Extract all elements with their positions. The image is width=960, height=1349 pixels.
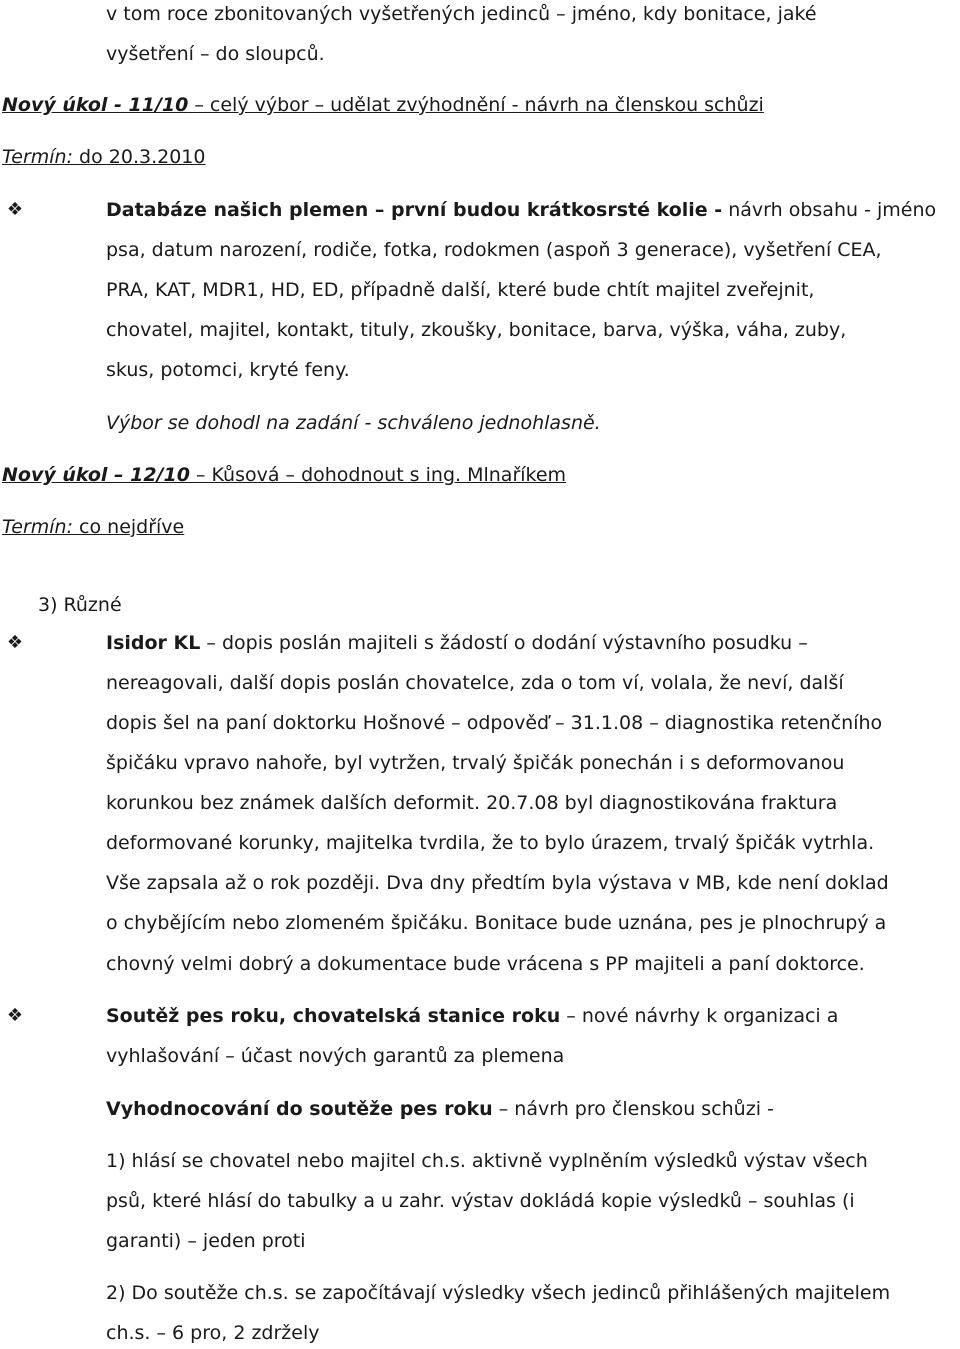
database-line-2: psa, datum narození, rodiče, fotka, rodokmen (aspoň 3 generace), vyšetření CEA, <box>106 239 882 261</box>
point-1-line-1: 1) hlásí se chovatel nebo majitel ch.s. aktivně vyplněním výsledků výstav všech <box>106 1150 868 1172</box>
point-2-line-1: 2) Do soutěže ch.s. se započítávají výsledky všech jedinců přihlášených majitelem <box>106 1282 891 1304</box>
competition-line-1 <box>106 1003 838 1029</box>
database-line-3: PRA, KAT, MDR1, HD, ED, případně další, které bude chtít majitel zveřejnit, <box>106 279 815 301</box>
isidor-line-7: Vše zapsala až o rok později. Dva dny předtím byla výstava v MB, kde není doklad <box>106 872 889 894</box>
database-line-1 <box>106 197 936 223</box>
section-3-heading: 3) Různé <box>38 594 122 616</box>
point-1-line-2: psů, které hlásí do tabulky a u zahr. výstav dokládá kopie výsledků – souhlas (i <box>106 1190 855 1212</box>
task-11-text: – celý výbor – udělat zvýhodnění - návrh na členskou schůzi <box>188 94 764 116</box>
isidor-line-9: chovný velmi dobrý a dokumentace bude vrácena s PP majiteli a paní doktorce. <box>106 953 865 975</box>
point-2-line-2: ch.s. – 6 pro, 2 zdržely <box>106 1322 320 1344</box>
task-12-line <box>2 462 566 488</box>
isidor-line-3: dopis šel na paní doktorku Hošnové – odpověď – 31.1.08 – diagnostika retenčního <box>106 712 883 734</box>
competition-line-2: vyhlašování – účast nových garantů za plemena <box>106 1045 565 1067</box>
intro-line-1: v tom roce zbonitovaných vyšetřených jedinců – jméno, kdy bonitace, jaké <box>106 3 817 25</box>
isidor-line-4: špičáku vpravo nahoře, byl vytržen, trvalý špičák ponechán i s deformovanou <box>106 752 845 774</box>
task-11-label: Nový úkol - 11/10 <box>2 94 189 116</box>
task-11-deadline-label: Termín: <box>2 146 73 168</box>
evaluation-bold: Vyhodnocování do soutěže pes roku <box>106 1098 493 1120</box>
competition-bold-lead: Soutěž pes roku, chovatelská stanice roku <box>106 1005 561 1027</box>
intro-line-2: vyšetření – do sloupců. <box>106 43 325 65</box>
evaluation-line <box>106 1096 774 1122</box>
diamond-star-bullet-icon: ❖ <box>6 199 24 220</box>
task-12-text: – Kůsová – dohodnout s ing. Mlnaříkem <box>189 464 567 486</box>
isidor-bold-lead: Isidor KL <box>106 632 201 654</box>
isidor-line-5: korunkou bez známek dalších deformit. 20.7.08 byl diagnostikována fraktura <box>106 792 838 814</box>
evaluation-rest: – návrh pro členskou schůzi - <box>492 1098 774 1120</box>
task-12-deadline <box>2 514 184 540</box>
isidor-line-6: deformované korunky, majitelka tvrdila, že to bylo úrazem, trvalý špičák vytrhla. <box>106 832 875 854</box>
isidor-line-2: nereagovali, další dopis poslán chovatelce, zda o tom ví, volala, že neví, další <box>106 672 844 694</box>
database-decision: Výbor se dohodl na zadání - schváleno jednohlasně. <box>106 412 601 434</box>
task-11-deadline <box>2 144 205 170</box>
database-bold-lead: Databáze našich plemen – první budou krátkosrsté kolie - <box>106 199 723 221</box>
diamond-star-bullet-icon: ❖ <box>6 1005 24 1026</box>
isidor-line-1 <box>106 630 808 656</box>
isidor-line-1-rest: – dopis poslán majiteli s žádostí o dodání výstavního posudku – <box>200 632 808 654</box>
diamond-star-bullet-icon: ❖ <box>6 632 24 653</box>
task-12-deadline-value: co nejdříve <box>73 516 185 538</box>
task-12-label: Nový úkol – 12/10 <box>2 464 190 486</box>
competition-line-1-rest: – nové návrhy k organizaci a <box>560 1005 839 1027</box>
task-12-deadline-label: Termín: <box>2 516 73 538</box>
point-1-line-3: garanti) – jeden proti <box>106 1230 306 1252</box>
task-11-line <box>2 92 764 118</box>
task-11-deadline-value: do 20.3.2010 <box>73 146 206 168</box>
isidor-line-8: o chybějícím nebo zlomeném špičáku. Bonitace bude uznána, pes je plnochrupý a <box>106 912 887 934</box>
database-line-4: chovatel, majitel, kontakt, tituly, zkoušky, bonitace, barva, výška, váha, zuby, <box>106 319 847 341</box>
database-line-5: skus, potomci, kryté feny. <box>106 359 350 381</box>
database-line-1-rest: návrh obsahu - jméno <box>722 199 937 221</box>
